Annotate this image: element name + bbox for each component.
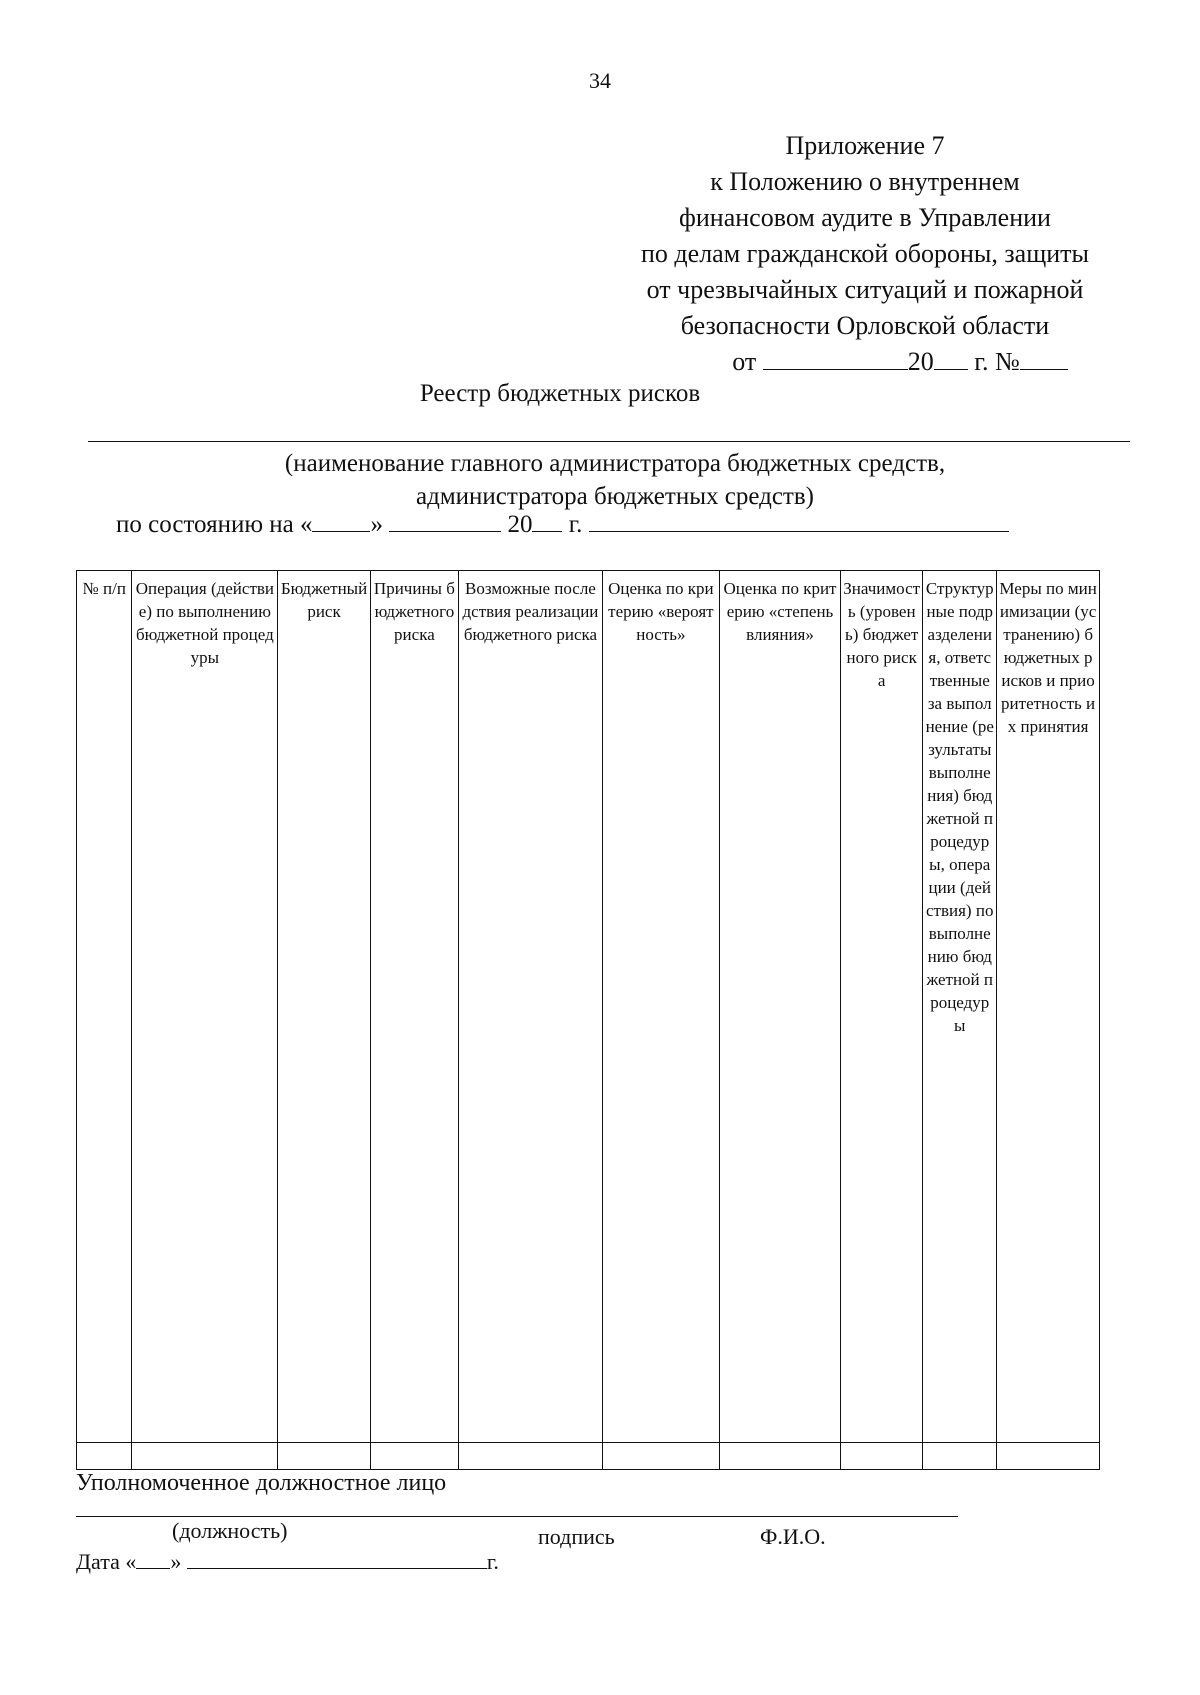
as-of-quote-close: » (370, 511, 383, 538)
date-close: » (170, 1549, 182, 1574)
as-of-row (116, 507, 1009, 539)
as-of-year: 20 (507, 511, 533, 538)
appendix-date-line (630, 344, 1170, 380)
as-of-label: по состоянию на « (116, 511, 313, 538)
appendix-line: от чрезвычайных ситуаций и пожарной (646, 275, 1084, 304)
appendix-line: по делам гражданской обороны, защиты (641, 239, 1089, 268)
appendix-line: к Положению о внутреннем (710, 167, 1020, 196)
caption-line-1: (наименование главного администратора бюджетных средств, (284, 450, 946, 477)
signature-field-line[interactable] (76, 1516, 958, 1517)
date-month-year-blank[interactable] (187, 1548, 487, 1569)
position-label: (должность) (172, 1518, 288, 1543)
from-label: от (732, 347, 757, 376)
appendix-line: финансовом аудите в Управлении (679, 203, 1051, 232)
table-cell[interactable] (459, 1443, 603, 1470)
budget-risk-table (76, 570, 1100, 1470)
table-cell[interactable] (278, 1443, 370, 1470)
table-cell[interactable] (370, 1443, 458, 1470)
table-cell[interactable] (77, 1443, 132, 1470)
fio-label: Ф.И.О. (760, 1524, 826, 1549)
table-cell[interactable] (841, 1443, 923, 1470)
appendix-block (560, 128, 1170, 380)
year-prefix: 20 (907, 347, 934, 376)
header-causes: Причины бюджетного риска (370, 571, 458, 1443)
header-number: № п/п (77, 571, 132, 1443)
official-label: Уполномоченное должностное лицо (76, 1470, 447, 1496)
table-header-row (77, 571, 1100, 1443)
header-mitigation: Меры по минимизации (устранению) бюджетных рисков и приоритетность их принятия (997, 571, 1100, 1443)
table-row (77, 1443, 1100, 1470)
header-risk: Бюджетный риск (278, 571, 370, 1443)
as-of-year-blank[interactable] (532, 507, 562, 532)
appendix-line: Приложение 7 (785, 131, 945, 160)
date-day-blank[interactable] (136, 1548, 170, 1569)
page-number: 34 (589, 68, 611, 93)
date-suffix: г. (486, 1549, 499, 1574)
header-responsible-units: Структурные подразделения, ответственные за выполнение (результаты выполнения) бюджетной процедуры, операции (действия) по выполнению бюджетной процедуры (923, 571, 997, 1443)
as-of-extra-blank[interactable] (589, 507, 1009, 532)
number-label: г. № (974, 347, 1020, 376)
header-probability: Оценка по критерию «вероятность» (602, 571, 719, 1443)
date-row (76, 1548, 499, 1575)
as-of-month-blank[interactable] (389, 507, 501, 532)
as-of-year-suffix: г. (568, 511, 583, 538)
table-cell[interactable] (923, 1443, 997, 1470)
signature-label: подпись (538, 1524, 615, 1549)
year-blank[interactable] (934, 345, 968, 370)
caption-line-2: администратора бюджетных средств) (416, 483, 814, 510)
administrator-name-caption (180, 447, 1050, 513)
appendix-line: безопасности Орловской области (680, 311, 1050, 340)
administrator-name-field[interactable] (88, 441, 1130, 442)
table-cell[interactable] (132, 1443, 278, 1470)
table-cell[interactable] (719, 1443, 840, 1470)
date-label: Дата « (76, 1549, 137, 1574)
table-cell[interactable] (602, 1443, 719, 1470)
header-significance: Значимость (уровень) бюджетного риска (841, 571, 923, 1443)
number-blank[interactable] (1020, 345, 1068, 370)
table-cell[interactable] (997, 1443, 1100, 1470)
as-of-day-blank[interactable] (312, 507, 370, 532)
header-impact: Оценка по критерию «степень влияния» (719, 571, 840, 1443)
register-title: Реестр бюджетных рисков (419, 380, 701, 407)
header-operation: Операция (действие) по выполнению бюджетной процедуры (132, 571, 278, 1443)
header-consequences: Возможные последствия реализации бюджетного риска (459, 571, 603, 1443)
date-blank[interactable] (763, 345, 908, 370)
